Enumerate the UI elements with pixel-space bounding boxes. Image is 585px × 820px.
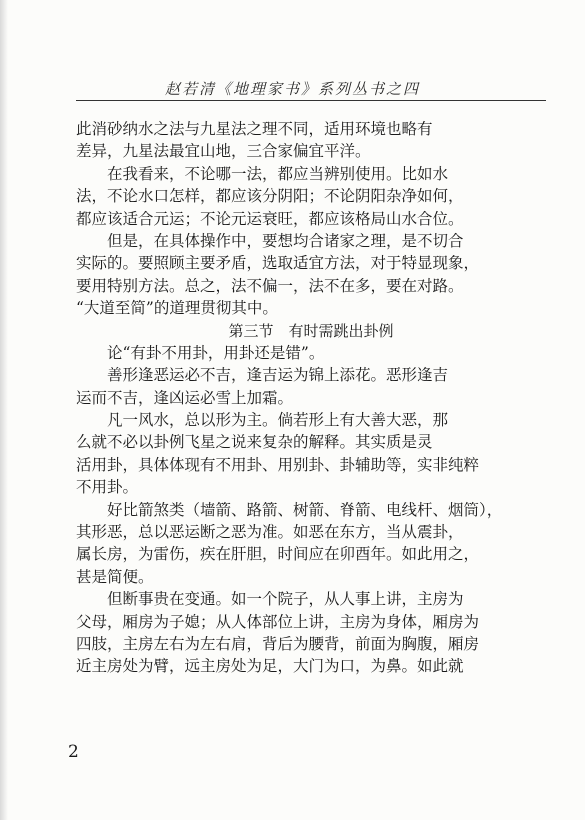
page-edge-shadow: [0, 0, 8, 820]
text-line: 么就不必以卦例飞星之说来复杂的解释。其实质是灵: [76, 433, 433, 452]
text-line: 甚是简便。: [76, 567, 154, 586]
running-header: 赵若清《地理家书》系列丛书之四: [164, 80, 420, 98]
text-line: 凡一风水，总以形为主。倘若形上有大善大恶，那: [107, 411, 449, 430]
text-line: 运而不吉，逢凶运必雪上加霜。: [76, 388, 294, 407]
page-body: [76, 118, 546, 678]
header-rule: [76, 100, 546, 101]
text-line: 其形恶，总以恶运断之恶为准。如恶在东方，当从震卦，: [76, 523, 464, 542]
text-line: 活用卦，具体体现有不用卦、用别卦、卦辅助等，实非纯粹: [76, 455, 480, 474]
text-line: 都应该适合元运；不论元运衰旺，都应该格局山水合位。: [76, 209, 464, 228]
text-line: 善形逢恶运必不吉，逢吉运为锦上添花。恶形逢吉: [107, 366, 449, 385]
text-line: 要用特别方法。总之，法不偏一，法不在多，要在对路。: [76, 276, 464, 295]
text-line: 近主房处为臂，远主房处为足，大门为口，为鼻。如此就: [76, 657, 464, 676]
text-line: 不用卦。: [76, 478, 139, 497]
text-line: 此消砂纳水之法与九星法之理不同，适用环境也略有: [76, 120, 433, 138]
text-line: “大道至简”的道理贯彻其中。: [76, 299, 278, 318]
text-line: 好比箭煞类（墙箭、路箭、树箭、脊箭、电线杆、烟筒），: [107, 500, 503, 519]
text-line: 实际的。要照顾主要矛盾，选取适宜方法，对于特显现象，: [76, 254, 480, 273]
text-line: 差异，九星法最宜山地，三合家偏宜平洋。: [76, 142, 371, 161]
text-line: 但断事贵在变通。如一个院子，从人事上讲，主房为: [107, 590, 464, 609]
text-line: 四肢，主房左右为左右肩，背后为腰背，前面为胸腹，厢房: [76, 634, 480, 653]
text-line: 但是，在具体操作中，要想均合诸家之理，是不切合: [107, 231, 464, 250]
text-line: 属长房，为雷伤，疾在肝胆，时间应在卯酉年。如此用之，: [76, 545, 480, 564]
text-line: 论“有卦不用卦，用卦还是错”。: [107, 343, 325, 362]
section-heading: 第三节 有时需跳出卦例: [228, 321, 394, 340]
page-number: 2: [68, 742, 79, 762]
text-line: 在我看来，不论哪一法，都应当辨别使用。比如水: [107, 164, 449, 183]
text-line: 父母，厢房为子媳；从人体部位上讲，主房为身体，厢房为: [76, 612, 480, 631]
text-line: 法，不论水口怎样，都应该分阴阳；不论阴阳杂净如何，: [76, 187, 464, 206]
